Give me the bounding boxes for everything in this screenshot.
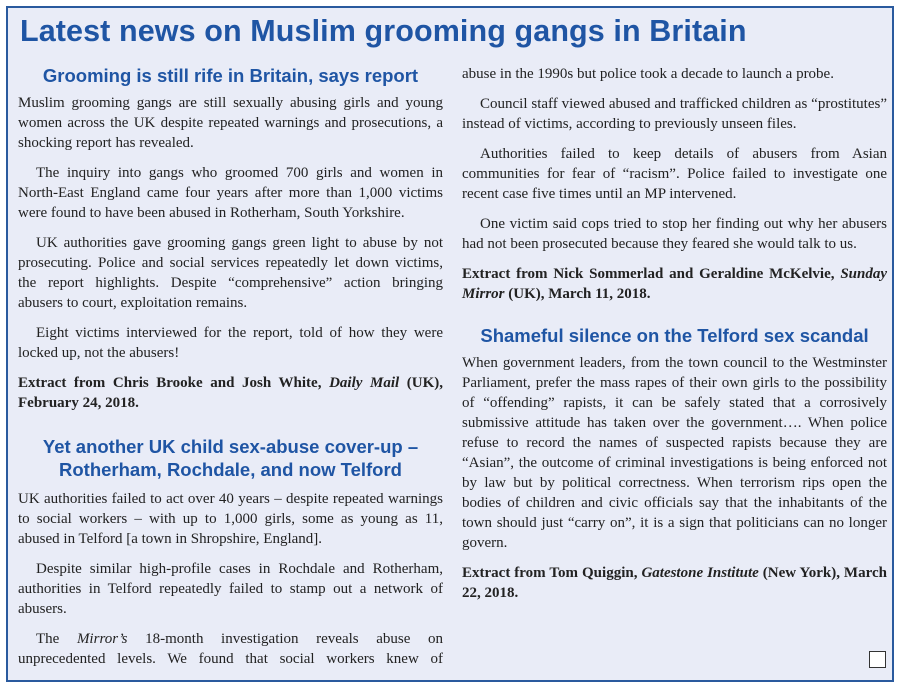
article2-heading: Yet another UK child sex-abuse cover-up – Rotherham, Rochdale, and now Telford xyxy=(42,436,419,480)
article2-paragraph-split: The Mirror’s 18-month investigation reveals abuse on unprecedented levels. We found that social workers knew of xyxy=(18,631,443,667)
page-title: Latest news on Muslim grooming gangs in Britain xyxy=(20,14,747,48)
article1-paragraph: The inquiry into gangs who groomed 700 girls and women in North-East England came four years after more than 1,000 victims were found to have been abused in Rotherham, South Yorkshire. xyxy=(18,165,443,221)
article3-credit: Extract from Tom Quiggin, Gatestone Institute (New York), March 22, 2018. xyxy=(462,565,887,601)
article2-paragraph: Authorities failed to keep details of abusers from Asian communities for fear of “racism”. Police failed to investigate one recent case five times until an MP intervened. xyxy=(462,146,887,202)
article3-source: Gatestone Institute xyxy=(641,565,759,581)
article2-paragraph: One victim said cops tried to stop her finding out why her abusers had not been prosecuted because they feared she would talk to us. xyxy=(462,216,887,252)
mirror-italic: Mirror’s xyxy=(76,631,128,647)
article2-paragraph: Council staff viewed abused and trafficked children as “prostitutes” instead of victims, according to previously unseen files. xyxy=(462,96,887,132)
article1-heading: Grooming is still rife in Britain, says report xyxy=(42,65,419,86)
news-box xyxy=(6,6,894,682)
article1-paragraph: Eight victims interviewed for the report, told of how they were locked up, not the abusers! xyxy=(18,325,443,361)
article2-paragraph: UK authorities failed to act over 40 years – despite repeated warnings to social workers – with up to 1,000 girls, some as young as 11, abused in Telford [a town in Shropshire, England]. xyxy=(18,491,443,547)
article2-credit: Extract from Nick Sommerlad and Geraldine McKelvie, Sunday Mirror (UK), March 11, 2018. xyxy=(462,266,887,302)
article1-credit: Extract from Chris Brooke and Josh White, Daily Mail (UK), February 24, 2018. xyxy=(18,375,443,411)
left-column xyxy=(18,64,443,669)
article1-source: Daily Mail xyxy=(329,375,400,391)
article3-paragraph: When government leaders, from the town council to the Westminster Parliament, prefer the mass rapes of their own girls to the possibility of “offending” rapists, it can be safely stated that a corrosively submissive attitude has taken over the government…. When police refuse to record the names of suspected rapists because they are “Asian”, the outcome of criminal investigations is being enforced not by law but by political correctness. When terrorism rips open the bodies of children and civic officials say that the inhabitants of the town should just “carry on”, it is a sign that politicians can no longer govern. xyxy=(462,355,887,551)
checkbox[interactable] xyxy=(869,651,886,668)
article2-paragraph-continued: abuse in the 1990s but police took a decade to launch a probe. xyxy=(462,66,834,82)
article1-paragraph: UK authorities gave grooming gangs green light to abuse by not prosecuting. Police and social services repeatedly let down victims, the report highlights. Despite “comprehensive” action bringing abusers to court, exploitation remains. xyxy=(18,235,443,311)
right-column xyxy=(462,64,887,603)
article1-paragraph: Muslim grooming gangs are still sexually abusing girls and young women across the UK despite repeated warnings and prosecutions, a shocking report has revealed. xyxy=(18,95,443,151)
article3-heading: Shameful silence on the Telford sex scandal xyxy=(480,325,869,346)
article2-paragraph: Despite similar high-profile cases in Rochdale and Rotherham, authorities in Telford repeatedly failed to stamp out a network of abusers. xyxy=(18,561,443,617)
article2-source: Sunday Mirror xyxy=(462,266,887,302)
